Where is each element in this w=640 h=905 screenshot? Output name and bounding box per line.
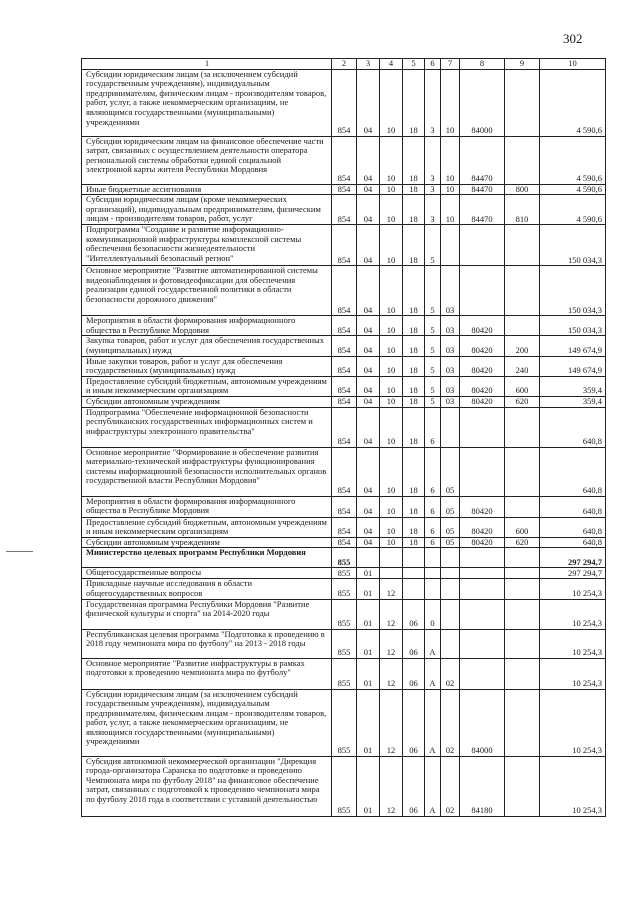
- row-code-col-5: 18: [403, 496, 425, 517]
- row-code-col-6: 6: [425, 496, 441, 517]
- row-code-col-4: 10: [380, 225, 403, 266]
- row-code-col-2: 854: [332, 225, 357, 266]
- row-amount: 359,4: [540, 396, 606, 407]
- column-header-3: 3: [357, 59, 380, 70]
- row-amount: 297 294,7: [540, 568, 606, 579]
- row-code-col-4: 10: [380, 316, 403, 336]
- row-code-col-6: 6: [425, 517, 441, 537]
- row-code-col-6: 5: [425, 225, 441, 266]
- row-code-col-8: [460, 629, 505, 658]
- row-description: Основное мероприятие "Развитие автоматизированной системы видеонаблюдения и фотовидеофиксации для обеспечения реализации единой государственной политики в области безопасности дорожного движения": [82, 266, 332, 316]
- row-code-col-3: 04: [357, 537, 380, 548]
- row-description: Субсидии юридическим лицам на финансовое обеспечение части затрат, связанных с осуществлением деятельности оператора региональной системы обработки единой социальной электронной карты жителя Республики Мордовия: [82, 136, 332, 184]
- row-code-col-9: 600: [505, 517, 540, 537]
- row-description: Субсидия автономной некоммерческой организации "Дирекция города-организатора Саранска по подготовке и проведению Чемпионата мира по футболу 2018" на финансовое обеспечение затрат, связанных с подготовкой к проведению чемпионата мира по футболу 2018 года в соответствии с уставной деятельностью: [82, 756, 332, 816]
- row-code-col-8: 80420: [460, 376, 505, 396]
- row-code-col-5: 18: [403, 316, 425, 336]
- row-code-col-2: 855: [332, 548, 357, 568]
- row-code-col-3: 01: [357, 568, 380, 579]
- row-description: Субсидии юридическим лицам (кроме некоммерческих организаций), индивидуальным предпринимателям, физическим лицам - производителям товаров, работ, услуг: [82, 195, 332, 225]
- row-description: Основное мероприятие "Формирование и обеспечение развития материально-технической инфраструктуры функционирования системы информационной безопасности исполнительных органов государственной власти Республики Мордовия": [82, 447, 332, 496]
- row-code-col-8: 80420: [460, 396, 505, 407]
- row-code-col-7: 02: [441, 658, 460, 689]
- column-header-4: 4: [380, 59, 403, 70]
- row-code-col-3: 01: [357, 599, 380, 629]
- row-code-col-5: 18: [403, 266, 425, 316]
- row-code-col-4: 10: [380, 136, 403, 184]
- margin-mark: [6, 551, 33, 552]
- row-code-col-8: [460, 225, 505, 266]
- row-code-col-8: 84000: [460, 69, 505, 136]
- row-code-col-6: 0: [425, 599, 441, 629]
- row-code-col-2: 854: [332, 266, 357, 316]
- row-amount: 297 294,7: [540, 548, 606, 568]
- table-row: [82, 376, 606, 396]
- row-code-col-7: [441, 579, 460, 599]
- row-code-col-5: 06: [403, 599, 425, 629]
- table-row: [82, 195, 606, 225]
- row-code-col-4: 10: [380, 266, 403, 316]
- row-code-col-5: 18: [403, 336, 425, 356]
- row-description: Субсидии юридическим лицам (за исключением субсидий государственным учреждениям), индивидуальным предпринимателям, физическим лицам - производителям товаров, работ, услуг, а также некоммерческим организациям, не являющимся государственными (муниципальными) учреждениями: [82, 69, 332, 136]
- row-code-col-7: 10: [441, 195, 460, 225]
- row-code-col-3: [357, 548, 380, 568]
- row-code-col-2: 854: [332, 184, 357, 195]
- row-code-col-9: [505, 447, 540, 496]
- row-code-col-8: [460, 548, 505, 568]
- row-code-col-8: 84470: [460, 195, 505, 225]
- row-code-col-6: А: [425, 629, 441, 658]
- row-code-col-7: 03: [441, 266, 460, 316]
- row-description: Подпрограмма "Создание и развитие информационно-коммуникационной инфраструктуры комплексной системы обеспечения безопасности жизнедеятельности "Интеллектуальный безопасный регион": [82, 225, 332, 266]
- row-amount: 10 254,3: [540, 599, 606, 629]
- row-code-col-3: 04: [357, 336, 380, 356]
- row-code-col-4: 10: [380, 537, 403, 548]
- row-code-col-7: [441, 548, 460, 568]
- row-code-col-7: 05: [441, 517, 460, 537]
- row-code-col-6: 5: [425, 336, 441, 356]
- row-code-col-2: 855: [332, 579, 357, 599]
- column-header-10: 10: [540, 59, 606, 70]
- row-code-col-4: 12: [380, 579, 403, 599]
- table-row: [82, 537, 606, 548]
- row-code-col-9: [505, 136, 540, 184]
- row-amount: 150 034,3: [540, 316, 606, 336]
- row-code-col-5: 06: [403, 689, 425, 756]
- row-code-col-3: 04: [357, 396, 380, 407]
- row-amount: 150 034,3: [540, 266, 606, 316]
- row-code-col-5: 18: [403, 69, 425, 136]
- row-code-col-9: 200: [505, 336, 540, 356]
- row-code-col-8: 80420: [460, 496, 505, 517]
- column-header-1: 1: [82, 59, 332, 70]
- row-amount: 10 254,3: [540, 689, 606, 756]
- row-description: Мероприятия в области формирования информационного общества в Республике Мордовия: [82, 316, 332, 336]
- row-code-col-8: [460, 407, 505, 447]
- row-code-col-7: 03: [441, 356, 460, 376]
- row-code-col-3: 01: [357, 756, 380, 816]
- table-row: [82, 356, 606, 376]
- row-code-col-5: 06: [403, 629, 425, 658]
- row-code-col-3: 01: [357, 689, 380, 756]
- row-code-col-9: [505, 756, 540, 816]
- row-code-col-6: 3: [425, 184, 441, 195]
- row-code-col-8: [460, 579, 505, 599]
- table-row: [82, 579, 606, 599]
- row-code-col-6: 3: [425, 69, 441, 136]
- row-code-col-7: 10: [441, 69, 460, 136]
- row-code-col-6: [425, 568, 441, 579]
- row-code-col-8: 84470: [460, 184, 505, 195]
- row-code-col-7: 03: [441, 316, 460, 336]
- row-code-col-2: 854: [332, 517, 357, 537]
- row-code-col-9: [505, 568, 540, 579]
- row-description: Подпрограмма "Обеспечение информационной безопасности республиканских государственных информационных систем и инфраструктуры электронного правительства": [82, 407, 332, 447]
- row-amount: 149 674,9: [540, 336, 606, 356]
- row-description: Субсидии автономным учреждениям: [82, 537, 332, 548]
- table-row: [82, 496, 606, 517]
- row-amount: 4 590,6: [540, 69, 606, 136]
- row-code-col-3: 04: [357, 136, 380, 184]
- table-row: [82, 396, 606, 407]
- row-code-col-2: 855: [332, 568, 357, 579]
- row-description: Закупка товаров, работ и услуг для обеспечения государственных (муниципальных) нужд: [82, 336, 332, 356]
- row-code-col-4: 10: [380, 447, 403, 496]
- budget-table: [81, 58, 606, 817]
- row-code-col-3: 04: [357, 496, 380, 517]
- row-code-col-2: 854: [332, 396, 357, 407]
- row-code-col-3: 04: [357, 447, 380, 496]
- row-code-col-8: 80420: [460, 316, 505, 336]
- row-code-col-7: 03: [441, 376, 460, 396]
- row-code-col-6: 3: [425, 195, 441, 225]
- row-code-col-2: 854: [332, 376, 357, 396]
- row-description: Министерство целевых программ Республики Мордовия: [82, 548, 332, 568]
- row-code-col-4: [380, 548, 403, 568]
- row-code-col-6: А: [425, 658, 441, 689]
- table-row: [82, 69, 606, 136]
- row-code-col-3: 04: [357, 266, 380, 316]
- table-row: [82, 756, 606, 816]
- row-code-col-6: А: [425, 756, 441, 816]
- row-amount: 640,8: [540, 517, 606, 537]
- row-code-col-4: 10: [380, 396, 403, 407]
- row-code-col-4: 12: [380, 599, 403, 629]
- row-code-col-5: 06: [403, 658, 425, 689]
- row-code-col-6: 5: [425, 396, 441, 407]
- row-code-col-7: 03: [441, 396, 460, 407]
- row-code-col-9: 240: [505, 356, 540, 376]
- column-header-6: 6: [425, 59, 441, 70]
- row-amount: 640,8: [540, 447, 606, 496]
- row-description: Республиканская целевая программа "Подготовка к проведению в 2018 году чемпионата мира по футболу" на 2013 - 2018 годы: [82, 629, 332, 658]
- row-code-col-8: 80420: [460, 336, 505, 356]
- row-amount: 640,8: [540, 496, 606, 517]
- row-code-col-9: [505, 69, 540, 136]
- row-code-col-7: 05: [441, 537, 460, 548]
- row-code-col-2: 855: [332, 599, 357, 629]
- row-code-col-8: [460, 658, 505, 689]
- row-code-col-6: 5: [425, 316, 441, 336]
- row-code-col-8: [460, 266, 505, 316]
- row-code-col-5: 18: [403, 136, 425, 184]
- row-code-col-7: [441, 407, 460, 447]
- row-code-col-4: 10: [380, 195, 403, 225]
- row-code-col-9: 600: [505, 376, 540, 396]
- row-code-col-4: 12: [380, 689, 403, 756]
- row-code-col-5: 18: [403, 225, 425, 266]
- table-row: [82, 658, 606, 689]
- row-code-col-9: [505, 599, 540, 629]
- row-code-col-5: 18: [403, 376, 425, 396]
- row-code-col-9: [505, 407, 540, 447]
- row-code-col-6: 6: [425, 407, 441, 447]
- row-code-col-9: [505, 266, 540, 316]
- column-header-5: 5: [403, 59, 425, 70]
- row-code-col-2: 854: [332, 537, 357, 548]
- row-code-col-4: 10: [380, 407, 403, 447]
- row-code-col-2: 854: [332, 407, 357, 447]
- table-row: [82, 599, 606, 629]
- row-description: Иные закупки товаров, работ и услуг для обеспечения государственных (муниципальных) нужд: [82, 356, 332, 376]
- row-code-col-5: [403, 568, 425, 579]
- row-code-col-7: 05: [441, 447, 460, 496]
- row-code-col-9: 620: [505, 537, 540, 548]
- row-code-col-6: 5: [425, 376, 441, 396]
- row-description: Предоставление субсидий бюджетным, автономным учреждениям и иным некоммерческим организациям: [82, 517, 332, 537]
- row-code-col-7: [441, 629, 460, 658]
- row-code-col-8: 84000: [460, 689, 505, 756]
- row-code-col-7: 02: [441, 756, 460, 816]
- row-code-col-3: 04: [357, 184, 380, 195]
- row-code-col-7: 02: [441, 689, 460, 756]
- row-code-col-9: 620: [505, 396, 540, 407]
- row-code-col-2: 854: [332, 316, 357, 336]
- row-code-col-4: 10: [380, 376, 403, 396]
- row-code-col-5: [403, 548, 425, 568]
- row-code-col-2: 855: [332, 658, 357, 689]
- table-row: [82, 136, 606, 184]
- row-code-col-9: [505, 225, 540, 266]
- row-code-col-6: 6: [425, 537, 441, 548]
- row-code-col-6: 3: [425, 136, 441, 184]
- row-amount: 359,4: [540, 376, 606, 396]
- row-code-col-8: [460, 599, 505, 629]
- row-code-col-8: 84180: [460, 756, 505, 816]
- row-description: Общегосударственные вопросы: [82, 568, 332, 579]
- table-row: [82, 689, 606, 756]
- table-row: [82, 568, 606, 579]
- row-code-col-8: [460, 447, 505, 496]
- row-code-col-9: [505, 496, 540, 517]
- row-code-col-3: 04: [357, 376, 380, 396]
- row-code-col-4: 12: [380, 658, 403, 689]
- row-code-col-2: 855: [332, 629, 357, 658]
- row-code-col-5: 18: [403, 447, 425, 496]
- table-row: [82, 407, 606, 447]
- table-row: [82, 629, 606, 658]
- column-header-9: 9: [505, 59, 540, 70]
- row-code-col-4: 10: [380, 184, 403, 195]
- row-code-col-3: 01: [357, 579, 380, 599]
- row-code-col-9: 800: [505, 184, 540, 195]
- row-code-col-5: 18: [403, 396, 425, 407]
- row-amount: 4 590,6: [540, 136, 606, 184]
- row-description: Субсидии юридическим лицам (за исключением субсидий государственным учреждениям), индивидуальным предпринимателям, физическим лицам - производителям товаров, работ, услуг, а также некоммерческим организациям, не являющимся государственными (муниципальными) учреждениями: [82, 689, 332, 756]
- row-code-col-4: 10: [380, 69, 403, 136]
- column-header-2: 2: [332, 59, 357, 70]
- row-code-col-3: 04: [357, 69, 380, 136]
- row-amount: 10 254,3: [540, 579, 606, 599]
- row-code-col-2: 854: [332, 356, 357, 376]
- row-code-col-7: 03: [441, 336, 460, 356]
- row-code-col-8: 84470: [460, 136, 505, 184]
- row-amount: 149 674,9: [540, 356, 606, 376]
- row-amount: 10 254,3: [540, 629, 606, 658]
- row-code-col-5: 18: [403, 356, 425, 376]
- row-code-col-5: 18: [403, 184, 425, 195]
- row-code-col-6: [425, 579, 441, 599]
- row-code-col-3: 04: [357, 517, 380, 537]
- row-code-col-4: 12: [380, 629, 403, 658]
- row-amount: 640,8: [540, 537, 606, 548]
- row-code-col-7: [441, 568, 460, 579]
- row-code-col-4: 10: [380, 517, 403, 537]
- row-code-col-5: 18: [403, 407, 425, 447]
- page-number: 302: [563, 31, 583, 46]
- row-code-col-2: 854: [332, 136, 357, 184]
- row-code-col-2: 854: [332, 447, 357, 496]
- row-code-col-8: [460, 568, 505, 579]
- row-code-col-2: 855: [332, 756, 357, 816]
- row-code-col-3: 04: [357, 407, 380, 447]
- row-description: Мероприятия в области формирования информационного общества в Республике Мордовия: [82, 496, 332, 517]
- row-code-col-9: 810: [505, 195, 540, 225]
- table-row: [82, 266, 606, 316]
- row-code-col-7: 10: [441, 136, 460, 184]
- table-row: [82, 336, 606, 356]
- row-code-col-9: [505, 316, 540, 336]
- table-row: [82, 517, 606, 537]
- row-code-col-3: 01: [357, 629, 380, 658]
- row-code-col-3: 04: [357, 225, 380, 266]
- row-code-col-8: 80420: [460, 537, 505, 548]
- row-code-col-9: [505, 689, 540, 756]
- row-code-col-2: 854: [332, 69, 357, 136]
- row-code-col-9: [505, 629, 540, 658]
- row-description: Предоставление субсидий бюджетным, автономным учреждениям и иным некоммерческим организациям: [82, 376, 332, 396]
- table-header-row: [82, 59, 606, 70]
- row-code-col-3: 01: [357, 658, 380, 689]
- row-amount: 10 254,3: [540, 658, 606, 689]
- row-description: Иные бюджетные ассигнования: [82, 184, 332, 195]
- row-code-col-9: [505, 548, 540, 568]
- row-code-col-2: 855: [332, 689, 357, 756]
- row-code-col-5: 06: [403, 756, 425, 816]
- row-amount: 640,8: [540, 407, 606, 447]
- row-code-col-3: 04: [357, 316, 380, 336]
- row-code-col-7: [441, 225, 460, 266]
- row-code-col-2: 854: [332, 195, 357, 225]
- row-amount: 10 254,3: [540, 756, 606, 816]
- row-code-col-4: 10: [380, 496, 403, 517]
- row-code-col-5: 18: [403, 537, 425, 548]
- row-code-col-4: 10: [380, 336, 403, 356]
- table-row: [82, 447, 606, 496]
- column-header-8: 8: [460, 59, 505, 70]
- row-code-col-5: 18: [403, 517, 425, 537]
- table-row: [82, 316, 606, 336]
- row-description: Основное мероприятие "Развитие инфраструктуры в рамках подготовки к проведению чемпионата мира по футболу": [82, 658, 332, 689]
- row-code-col-6: 5: [425, 356, 441, 376]
- row-code-col-8: 80420: [460, 356, 505, 376]
- row-amount: 4 590,6: [540, 184, 606, 195]
- table-row: [82, 225, 606, 266]
- row-code-col-3: 04: [357, 195, 380, 225]
- row-description: Государственная программа Республики Мордовия "Развитие физической культуры и спорта" на 2014-2020 годы: [82, 599, 332, 629]
- row-code-col-5: 18: [403, 195, 425, 225]
- row-code-col-2: 854: [332, 336, 357, 356]
- column-header-7: 7: [441, 59, 460, 70]
- row-code-col-5: [403, 579, 425, 599]
- row-description: Субсидии автономным учреждениям: [82, 396, 332, 407]
- row-code-col-4: 12: [380, 756, 403, 816]
- row-code-col-7: 05: [441, 496, 460, 517]
- row-code-col-8: 80420: [460, 517, 505, 537]
- row-code-col-6: 5: [425, 266, 441, 316]
- row-code-col-4: [380, 568, 403, 579]
- row-amount: 4 590,6: [540, 195, 606, 225]
- row-code-col-2: 854: [332, 496, 357, 517]
- row-code-col-6: 6: [425, 447, 441, 496]
- row-code-col-6: А: [425, 689, 441, 756]
- table-row: [82, 548, 606, 568]
- row-code-col-7: 10: [441, 184, 460, 195]
- row-code-col-7: [441, 599, 460, 629]
- row-code-col-4: 10: [380, 356, 403, 376]
- table-row: [82, 184, 606, 195]
- row-code-col-6: [425, 548, 441, 568]
- row-code-col-3: 04: [357, 356, 380, 376]
- row-description: Прикладные научные исследования в области общегосударственных вопросов: [82, 579, 332, 599]
- row-code-col-9: [505, 579, 540, 599]
- row-code-col-9: [505, 658, 540, 689]
- row-amount: 150 034,3: [540, 225, 606, 266]
